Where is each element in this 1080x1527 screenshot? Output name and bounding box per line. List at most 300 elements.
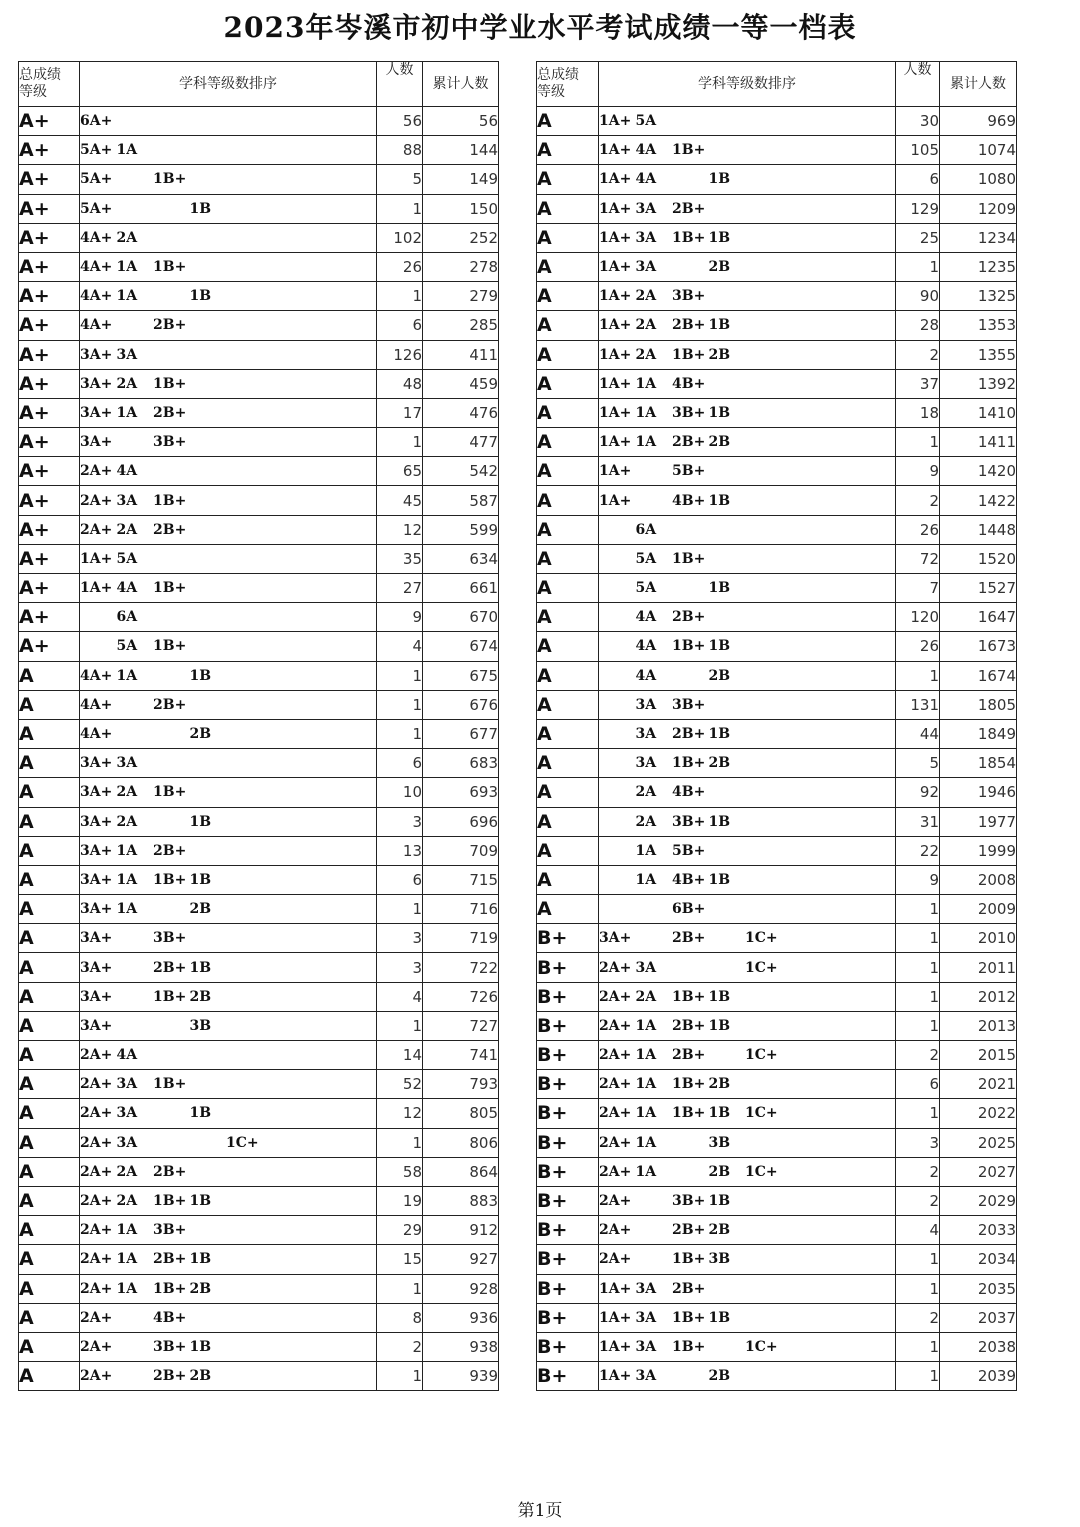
subject-order-cell [80, 486, 377, 515]
grade-segment: 2B [708, 346, 731, 363]
grade-segment: 4A [635, 171, 657, 188]
grade-segment: 2B+ [672, 726, 706, 743]
grade-segment: 1B+ [672, 1076, 706, 1093]
grade-segment: 3B+ [672, 1193, 706, 1210]
grade-segment: 1B+ [153, 1076, 187, 1093]
grade-segment: 2B+ [153, 317, 187, 334]
grade-segment: 6B+ [672, 901, 706, 918]
grade-segment: 2B [189, 1280, 212, 1297]
count-cell: 1 [896, 661, 940, 690]
grade-segment: 2A [635, 288, 657, 305]
subject-order-cell [80, 1216, 377, 1245]
subject-order-cell [599, 690, 896, 719]
header-subject-order: 学科等级数排序 [80, 62, 377, 107]
table-row [537, 398, 1017, 427]
cumulative-cell: 1355 [940, 340, 1017, 369]
table-row [537, 865, 1017, 894]
total-grade-cell: A+ [19, 223, 80, 252]
table-row [19, 398, 499, 427]
cumulative-cell: 476 [423, 398, 499, 427]
grade-segment: 4A+ [80, 696, 113, 713]
table-row [19, 749, 499, 778]
count-cell: 29 [377, 1216, 423, 1245]
grade-segment: 2B+ [672, 317, 706, 334]
grade-segment: 3A+ [80, 988, 113, 1005]
table-row [537, 544, 1017, 573]
total-grade-cell: A+ [19, 544, 80, 573]
total-grade-cell: A [537, 398, 599, 427]
subject-order-cell [599, 836, 896, 865]
subject-order-cell [80, 865, 377, 894]
cumulative-cell: 2012 [940, 982, 1017, 1011]
cumulative-cell: 56 [423, 107, 499, 136]
grade-segment: 1A+ [80, 550, 113, 567]
table-row [19, 1274, 499, 1303]
grade-segment: 4B+ [153, 1309, 187, 1326]
total-grade-cell: A [537, 895, 599, 924]
subject-order-cell [80, 107, 377, 136]
grade-segment: 3B [189, 1017, 212, 1034]
cumulative-cell: 938 [423, 1332, 499, 1361]
table-row [19, 1157, 499, 1186]
grade-segment: 4B+ [672, 871, 706, 888]
table-row [537, 1070, 1017, 1099]
cumulative-cell: 285 [423, 311, 499, 340]
total-grade-cell: A [19, 1216, 80, 1245]
grade-segment: 2B [189, 726, 212, 743]
cumulative-cell: 1411 [940, 428, 1017, 457]
count-cell: 12 [377, 1099, 423, 1128]
grade-segment: 1B+ [153, 492, 187, 509]
grade-segment: 1B [708, 1105, 731, 1122]
grade-segment: 1B [708, 813, 731, 830]
cumulative-cell: 683 [423, 749, 499, 778]
table-row [19, 340, 499, 369]
cumulative-cell: 722 [423, 953, 499, 982]
grade-segment: 1A [635, 404, 657, 421]
cumulative-cell: 661 [423, 574, 499, 603]
table-row [19, 457, 499, 486]
grade-segment: 1B+ [672, 1309, 706, 1326]
total-grade-cell: A [19, 1362, 80, 1391]
count-cell: 2 [896, 1041, 940, 1070]
subject-order-cell [599, 457, 896, 486]
subject-order-cell [80, 574, 377, 603]
subject-order-cell [80, 340, 377, 369]
cumulative-cell: 1647 [940, 603, 1017, 632]
count-cell: 10 [377, 778, 423, 807]
grade-segment: 4A+ [80, 288, 113, 305]
cumulative-cell: 1674 [940, 661, 1017, 690]
grade-segment: 1A+ [599, 1368, 632, 1385]
cumulative-cell: 1849 [940, 719, 1017, 748]
grade-segment: 5A [635, 580, 657, 597]
count-cell: 14 [377, 1041, 423, 1070]
total-grade-cell: A [537, 311, 599, 340]
grade-segment: 2A [635, 346, 657, 363]
subject-order-cell [599, 340, 896, 369]
subject-order-cell [599, 1274, 896, 1303]
cumulative-cell: 1448 [940, 515, 1017, 544]
total-grade-cell: A [19, 895, 80, 924]
subject-order-cell [80, 603, 377, 632]
grade-segment: 1B+ [153, 871, 187, 888]
grade-segment: 5A [635, 550, 657, 567]
grade-segment: 5A [635, 113, 657, 130]
header-total-grade: 总成绩 等级 [537, 62, 599, 107]
table-row [537, 1332, 1017, 1361]
total-grade-cell: A [19, 924, 80, 953]
table-row [19, 603, 499, 632]
count-cell: 30 [896, 107, 940, 136]
total-grade-cell: A [537, 749, 599, 778]
total-grade-cell: B+ [537, 1099, 599, 1128]
table-row [19, 107, 499, 136]
count-cell: 2 [896, 1303, 940, 1332]
total-grade-cell: B+ [537, 924, 599, 953]
total-grade-cell: A [19, 1332, 80, 1361]
cumulative-cell: 279 [423, 282, 499, 311]
subject-order-cell [80, 1128, 377, 1157]
grade-segment: 3B+ [153, 1222, 187, 1239]
grade-segment: 1C+ [226, 1134, 259, 1151]
grade-segment: 3A+ [599, 930, 632, 947]
count-cell: 6 [377, 749, 423, 778]
count-cell: 1 [896, 1274, 940, 1303]
subject-order-cell [599, 1216, 896, 1245]
total-grade-cell: B+ [537, 1011, 599, 1040]
grade-segment: 5A+ [80, 142, 113, 159]
count-cell: 1 [896, 1245, 940, 1274]
cumulative-cell: 599 [423, 515, 499, 544]
cumulative-cell: 542 [423, 457, 499, 486]
subject-order-cell [599, 1041, 896, 1070]
table-header-row [537, 62, 1017, 107]
total-grade-cell: A [19, 807, 80, 836]
table-row [19, 1216, 499, 1245]
grade-segment: 2A [116, 1163, 138, 1180]
table-row [19, 690, 499, 719]
total-grade-cell: A+ [19, 574, 80, 603]
grade-segment: 3A [116, 755, 138, 772]
cumulative-cell: 674 [423, 632, 499, 661]
table-row [537, 953, 1017, 982]
table-row [537, 223, 1017, 252]
total-grade-cell: A+ [19, 632, 80, 661]
count-cell: 4 [377, 982, 423, 1011]
cumulative-cell: 2033 [940, 1216, 1017, 1245]
grade-segment: 2B+ [153, 1368, 187, 1385]
table-row [537, 1274, 1017, 1303]
cumulative-cell: 150 [423, 194, 499, 223]
count-cell: 88 [377, 136, 423, 165]
grade-segment: 2A+ [80, 463, 113, 480]
grade-segment: 1A+ [599, 1338, 632, 1355]
total-grade-cell: B+ [537, 1128, 599, 1157]
grade-segment: 1A+ [599, 404, 632, 421]
subject-order-cell [599, 165, 896, 194]
table-row [19, 544, 499, 573]
count-cell: 3 [377, 807, 423, 836]
subject-order-cell [80, 1362, 377, 1391]
subject-order-cell [80, 165, 377, 194]
total-grade-cell: A [537, 252, 599, 281]
table-row [19, 282, 499, 311]
grade-segment: 2A [635, 317, 657, 334]
grade-segment: 2A+ [80, 1163, 113, 1180]
cumulative-cell: 793 [423, 1070, 499, 1099]
cumulative-cell: 1209 [940, 194, 1017, 223]
grade-segment: 1B+ [672, 142, 706, 159]
grade-segment: 3A [635, 1338, 657, 1355]
count-cell: 26 [896, 515, 940, 544]
table-row [537, 1186, 1017, 1215]
table-row [19, 836, 499, 865]
cumulative-cell: 715 [423, 865, 499, 894]
grade-segment: 1B [708, 988, 731, 1005]
grade-segment: 2B [708, 1163, 731, 1180]
grade-segment: 2A+ [599, 1193, 632, 1210]
grade-segment: 2A+ [599, 1076, 632, 1093]
grade-segment: 1B [189, 200, 212, 217]
grade-segment: 1B+ [672, 550, 706, 567]
count-cell: 1 [896, 1099, 940, 1128]
cumulative-cell: 252 [423, 223, 499, 252]
subject-order-cell [599, 369, 896, 398]
total-grade-cell: A+ [19, 515, 80, 544]
grade-segment: 1B+ [153, 988, 187, 1005]
grade-segment: 3A [635, 259, 657, 276]
grade-segment: 2B [708, 1368, 731, 1385]
grade-segment: 1B+ [672, 1251, 706, 1268]
subject-order-cell [80, 1274, 377, 1303]
grade-segment: 2B+ [153, 1251, 187, 1268]
table-row [19, 311, 499, 340]
count-cell: 65 [377, 457, 423, 486]
grade-segment: 2B [189, 988, 212, 1005]
grade-segment: 1B [708, 171, 731, 188]
total-grade-cell: A [537, 515, 599, 544]
total-grade-cell: A+ [19, 398, 80, 427]
count-cell: 1 [377, 194, 423, 223]
count-cell: 18 [896, 398, 940, 427]
cumulative-cell: 936 [423, 1303, 499, 1332]
total-grade-cell: A [537, 778, 599, 807]
total-grade-cell: A [537, 807, 599, 836]
grade-segment: 3A+ [80, 434, 113, 451]
grade-segment: 4A+ [80, 259, 113, 276]
total-grade-cell: A [537, 340, 599, 369]
count-cell: 9 [377, 603, 423, 632]
cumulative-cell: 1420 [940, 457, 1017, 486]
grade-segment: 3B+ [153, 434, 187, 451]
count-cell: 1 [896, 252, 940, 281]
subject-order-cell [80, 924, 377, 953]
grade-segment: 3B+ [672, 696, 706, 713]
cumulative-cell: 2013 [940, 1011, 1017, 1040]
table-row [537, 136, 1017, 165]
grade-segment: 4A [635, 667, 657, 684]
table-row [537, 1245, 1017, 1274]
cumulative-cell: 459 [423, 369, 499, 398]
table-row [19, 924, 499, 953]
cumulative-cell: 716 [423, 895, 499, 924]
grade-segment: 1A+ [599, 229, 632, 246]
grade-segment: 2A [116, 784, 138, 801]
cumulative-cell: 2025 [940, 1128, 1017, 1157]
grade-segment: 1A+ [599, 492, 632, 509]
count-cell: 15 [377, 1245, 423, 1274]
grade-segment: 1B+ [153, 1193, 187, 1210]
grade-segment: 1C+ [745, 1163, 778, 1180]
grade-segment: 1A [635, 434, 657, 451]
subject-order-cell [599, 1157, 896, 1186]
table-row [537, 1128, 1017, 1157]
table-row [537, 1011, 1017, 1040]
count-cell: 1 [377, 1362, 423, 1391]
subject-order-cell [80, 1070, 377, 1099]
cumulative-cell: 927 [423, 1245, 499, 1274]
grade-segment: 4B+ [672, 492, 706, 509]
total-grade-cell: A [19, 719, 80, 748]
table-row [537, 1362, 1017, 1391]
count-cell: 12 [377, 515, 423, 544]
grade-segment: 4A+ [80, 667, 113, 684]
header-total-grade: 总成绩 等级 [19, 62, 80, 107]
subject-order-cell [599, 603, 896, 632]
count-cell: 1 [377, 1011, 423, 1040]
cumulative-cell: 1946 [940, 778, 1017, 807]
table-row [19, 1303, 499, 1332]
total-grade-cell: A [19, 1041, 80, 1070]
total-grade-cell: A [19, 1011, 80, 1040]
grade-segment: 2A+ [80, 1280, 113, 1297]
table-row [537, 1041, 1017, 1070]
grade-segment: 1B [189, 1338, 212, 1355]
total-grade-cell: A [537, 223, 599, 252]
grade-segment: 3A [635, 726, 657, 743]
total-grade-cell: B+ [537, 953, 599, 982]
count-cell: 37 [896, 369, 940, 398]
table-header-row [19, 62, 499, 107]
grade-segment: 1B+ [672, 1338, 706, 1355]
subject-order-cell [80, 1186, 377, 1215]
grade-segment: 2A+ [80, 1368, 113, 1385]
table-row [19, 865, 499, 894]
table-row [19, 632, 499, 661]
subject-order-cell [80, 1157, 377, 1186]
total-grade-cell: A [537, 690, 599, 719]
grade-segment: 3A+ [80, 755, 113, 772]
total-grade-cell: A+ [19, 486, 80, 515]
count-cell: 1 [377, 1274, 423, 1303]
table-row [537, 690, 1017, 719]
grade-segment: 1A [116, 259, 138, 276]
cumulative-cell: 1234 [940, 223, 1017, 252]
grade-segment: 1A [635, 1017, 657, 1034]
subject-order-cell [80, 428, 377, 457]
cumulative-cell: 675 [423, 661, 499, 690]
subject-order-cell [599, 1332, 896, 1361]
count-cell: 92 [896, 778, 940, 807]
count-cell: 1 [377, 282, 423, 311]
count-cell: 25 [896, 223, 940, 252]
grade-segment: 1B [708, 871, 731, 888]
cumulative-cell: 939 [423, 1362, 499, 1391]
subject-order-cell [80, 778, 377, 807]
count-cell: 3 [377, 924, 423, 953]
subject-order-cell [599, 953, 896, 982]
total-grade-cell: A+ [19, 165, 80, 194]
count-cell: 1 [896, 1011, 940, 1040]
grade-segment: 1B [189, 1251, 212, 1268]
grade-segment: 1A+ [599, 346, 632, 363]
grade-segment: 2B+ [153, 842, 187, 859]
total-grade-cell: A [19, 749, 80, 778]
cumulative-cell: 1854 [940, 749, 1017, 778]
grade-segment: 2B [708, 1076, 731, 1093]
count-cell: 5 [377, 165, 423, 194]
total-grade-cell: A+ [19, 194, 80, 223]
subject-order-cell [599, 311, 896, 340]
total-grade-cell: A [537, 369, 599, 398]
total-grade-cell: A [537, 836, 599, 865]
cumulative-cell: 726 [423, 982, 499, 1011]
cumulative-cell: 2039 [940, 1362, 1017, 1391]
grade-segment: 2A+ [80, 1251, 113, 1268]
grade-segment: 2A [635, 813, 657, 830]
grade-segment: 1B [708, 1017, 731, 1034]
table-row [19, 1186, 499, 1215]
count-cell: 17 [377, 398, 423, 427]
grade-segment: 1B+ [153, 638, 187, 655]
count-cell: 105 [896, 136, 940, 165]
total-grade-cell: A [537, 428, 599, 457]
grade-segment: 3A [635, 1309, 657, 1326]
table-row [537, 836, 1017, 865]
count-cell: 1 [377, 1128, 423, 1157]
subject-order-cell [80, 749, 377, 778]
subject-order-cell [599, 107, 896, 136]
grade-table-left [18, 61, 499, 1391]
count-cell: 102 [377, 223, 423, 252]
table-row [19, 1128, 499, 1157]
cumulative-cell: 1080 [940, 165, 1017, 194]
grade-segment: 4A [116, 1047, 138, 1064]
cumulative-cell: 2037 [940, 1303, 1017, 1332]
grade-segment: 1B+ [672, 1105, 706, 1122]
total-grade-cell: A [537, 719, 599, 748]
table-row [537, 1303, 1017, 1332]
grade-segment: 2A+ [80, 1309, 113, 1326]
total-grade-cell: A [19, 778, 80, 807]
grade-segment: 2A+ [80, 1193, 113, 1210]
grade-segment: 1B+ [672, 638, 706, 655]
subject-order-cell [80, 1099, 377, 1128]
subject-order-cell [599, 632, 896, 661]
subject-order-cell [80, 223, 377, 252]
grade-segment: 1C+ [745, 1047, 778, 1064]
grade-segment: 6A [635, 521, 657, 538]
grade-segment: 1A [635, 1076, 657, 1093]
subject-order-cell [599, 515, 896, 544]
grade-segment: 3A+ [80, 930, 113, 947]
subject-order-cell [599, 1186, 896, 1215]
subject-order-cell [80, 252, 377, 281]
grade-segment: 1A [116, 1222, 138, 1239]
subject-order-cell [599, 1070, 896, 1099]
count-cell: 1 [377, 719, 423, 748]
